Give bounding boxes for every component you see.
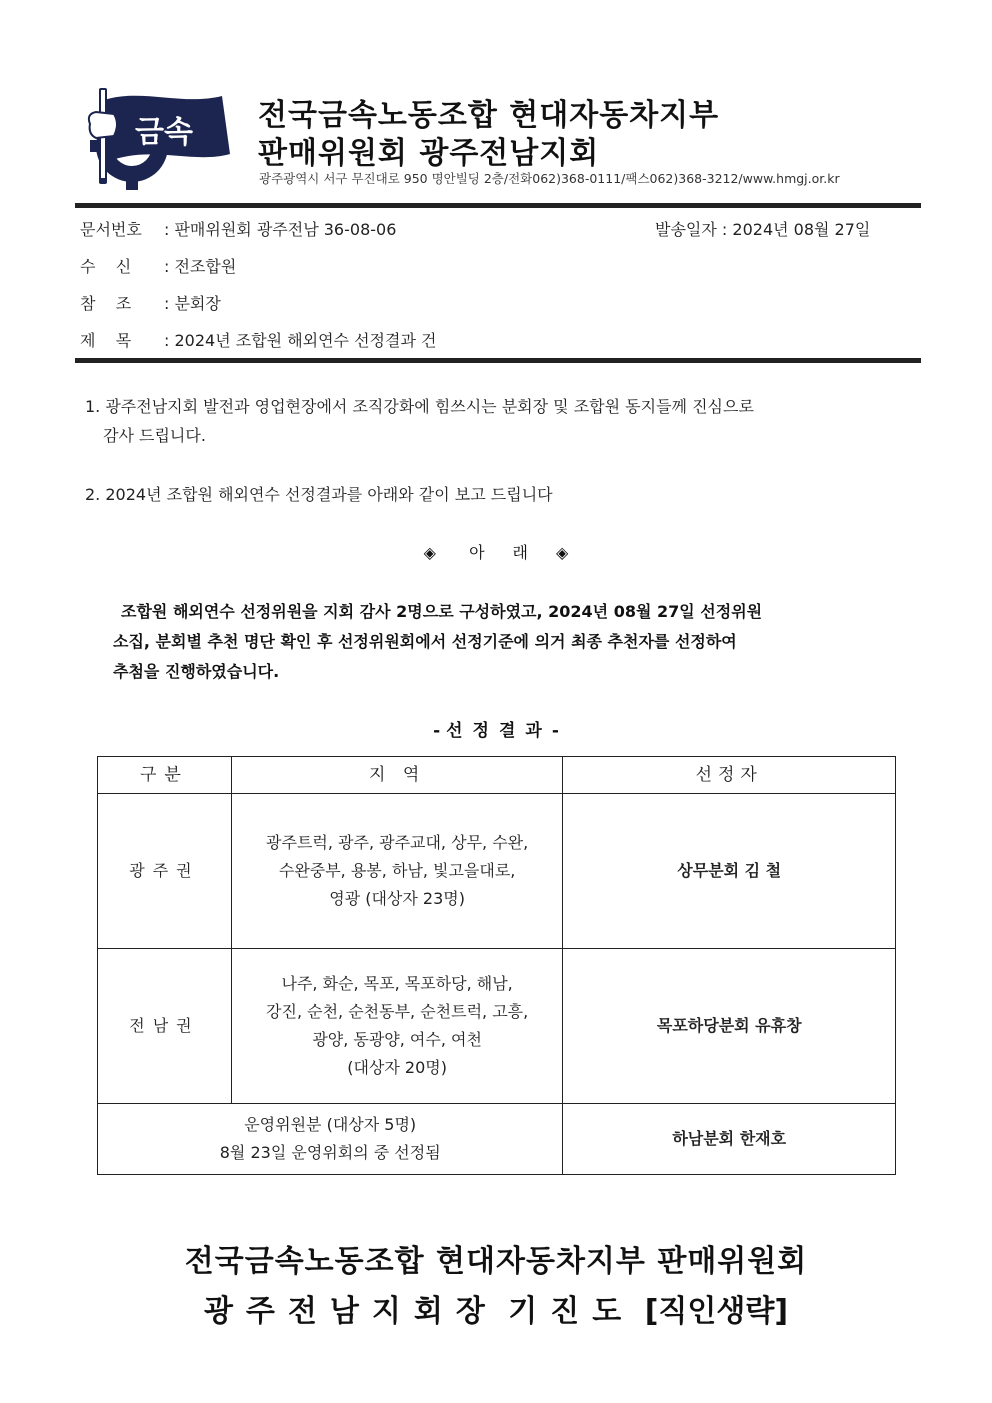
org-name-line2: 판매위원회 광주전남지회: [258, 136, 600, 171]
row-category: 광주권: [98, 794, 232, 949]
header-category: 구분: [98, 757, 232, 794]
meta-rule: [75, 358, 921, 363]
results-table: [97, 756, 896, 1175]
subject-row: [80, 328, 436, 351]
table-header-row: [98, 757, 896, 794]
region-line: 나주, 화순, 목포, 목포하당, 해남,: [281, 974, 513, 993]
results-title: [0, 716, 992, 741]
header-region: 지 역: [231, 757, 563, 794]
row-region: [231, 949, 563, 1104]
send-date-label: 발송일자: [655, 220, 717, 239]
results-title-dash-right: -: [551, 721, 559, 741]
org-address: 광주광역시 서구 무진대로 950 명안빌딩 2층/전화062)368-0111/팩스062)368-3212/www.hmgj.or.kr: [259, 171, 840, 186]
diamond-left-icon: ◈: [423, 543, 436, 562]
reference-value: : 분회장: [164, 294, 221, 313]
row-category: 전남권: [98, 949, 232, 1104]
committee-selected: 하남분회 한재호: [563, 1104, 896, 1175]
paragraph-2: 2. 2024년 조합원 해외연수 선정결과를 아래와 같이 보고 드립니다: [85, 485, 553, 504]
header-selected: 선정자: [563, 757, 896, 794]
footer-seal-note: [직인생략]: [644, 1294, 789, 1329]
region-line: 광양, 동광양, 여수, 여천: [312, 1030, 482, 1049]
send-date-value: : 2024년 08월 27일: [721, 220, 871, 239]
reference-row: [80, 291, 221, 314]
doc-number-value: : 판매위원회 광주전남 36-08-06: [164, 220, 397, 239]
recipient-value: : 전조합원: [164, 257, 237, 276]
table-row: [98, 949, 896, 1104]
doc-number-label: 문서번호: [80, 220, 142, 239]
footer-name: 기진도: [508, 1294, 635, 1329]
diamond-right-icon: ◈: [556, 543, 569, 562]
recipient-label: 수 신: [80, 257, 132, 276]
region-line: (대상자 20명): [347, 1058, 447, 1077]
header-rule: [75, 203, 921, 208]
region-line: 광주트럭, 광주, 광주교대, 상무, 수완,: [266, 833, 529, 852]
doc-number-row: [80, 217, 396, 240]
footer-title: 광주전남지회장: [203, 1294, 498, 1329]
below-heading-text: 아래: [469, 543, 556, 562]
row-selected: 상무분회 김 철: [563, 794, 896, 949]
committee-cell: [98, 1104, 563, 1175]
table-row: [98, 794, 896, 949]
body-line-2: 소집, 분회별 추천 명단 확인 후 선정위원회에서 선정기준에 의거 최종 추천자를 선정하여: [113, 632, 737, 651]
logo-text: 금속: [135, 115, 193, 150]
subject-value: : 2024년 조합원 해외연수 선정결과 건: [164, 331, 437, 350]
region-line: 강진, 순천, 순천동부, 순천트럭, 고흥,: [266, 1002, 529, 1021]
recipient-row: [80, 254, 236, 277]
body-line-3: 추첨을 진행하였습니다.: [113, 662, 280, 681]
footer-signature: [0, 1286, 992, 1330]
results-title-dash-left: -: [433, 721, 441, 741]
paragraph-1-line-2: 감사 드립니다.: [103, 426, 206, 445]
footer-org: 전국금속노동조합 현대자동차지부 판매위원회: [184, 1244, 808, 1279]
results-title-text: 선정결과: [446, 721, 552, 741]
row-region: [231, 794, 563, 949]
send-date-row: [655, 217, 870, 240]
reference-label: 참 조: [80, 294, 132, 313]
subject-label: 제 목: [80, 331, 132, 350]
region-line: 영광 (대상자 23명): [329, 889, 465, 908]
table-row: [98, 1104, 896, 1175]
row-selected: 목포하당분회 유휴창: [563, 949, 896, 1104]
below-heading: [0, 540, 992, 563]
paragraph-1-line-1: 1. 광주전남지회 발전과 영업현장에서 조직강화에 힘쓰시는 분회장 및 조합원 동지들께 진심으로: [85, 397, 754, 416]
body-line-1: 조합원 해외연수 선정위원을 지회 감사 2명으로 구성하였고, 2024년 08월 27일 선정위원: [121, 602, 763, 621]
union-logo: [82, 84, 232, 194]
region-line: 수완중부, 용봉, 하남, 빛고을대로,: [278, 861, 516, 880]
org-name-line1: 전국금속노동조합 현대자동차지부: [258, 98, 720, 133]
committee-line-2: 8월 23일 운영위회의 중 선정됨: [219, 1143, 441, 1162]
committee-line-1: 운영위원분 (대상자 5명): [244, 1115, 417, 1134]
